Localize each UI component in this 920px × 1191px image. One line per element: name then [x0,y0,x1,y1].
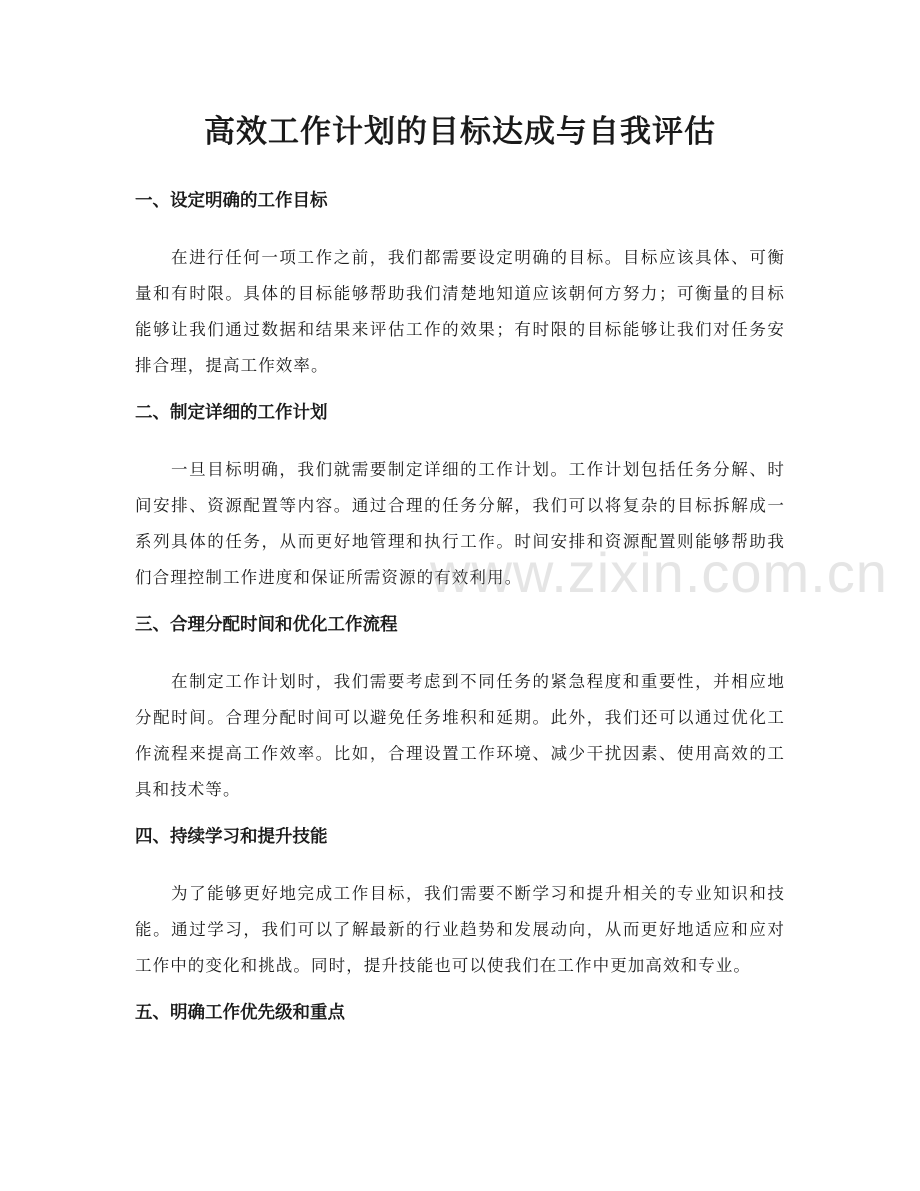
section-4 [135,824,785,1000]
section-5 [135,1000,785,1026]
section-heading: 五、明确工作优先级和重点 [135,1003,345,1023]
document-title: 高效工作计划的目标达成与自我评估 [204,114,716,150]
section-paragraph: 一旦目标明确，我们就需要制定详细的工作计划。工作计划包括任务分解、时间安排、资源配置等内容。通过合理的任务分解，我们可以将复杂的目标拆解成一系列具体的任务，从而更好地管理和执行工作。时间安排和资源配置则能够帮助我们合理控制工作进度和保证所需资源的有效利用。 [135,460,785,587]
document-body [135,188,785,1026]
section-1 [135,188,785,400]
section-paragraph: 为了能够更好地完成工作目标，我们需要不断学习和提升相关的专业知识和技能。通过学习，我们可以了解最新的行业趋势和发展动向，从而更好地适应和应对工作中的变化和挑战。同时，提升技能也可以使我们在工作中更加高效和专业。 [135,884,785,975]
section-2 [135,400,785,612]
section-heading: 一、设定明确的工作目标 [135,191,328,211]
section-heading: 三、合理分配时间和优化工作流程 [135,615,398,635]
section-3 [135,612,785,824]
section-paragraph: 在制定工作计划时，我们需要考虑到不同任务的紧急程度和重要性，并相应地分配时间。合理分配时间可以避免任务堆积和延期。此外，我们还可以通过优化工作流程来提高工作效率。比如，合理设置工作环境、减少干扰因素、使用高效的工具和技术等。 [135,672,785,799]
section-heading: 二、制定详细的工作计划 [135,403,328,423]
section-heading: 四、持续学习和提升技能 [135,827,328,847]
section-paragraph: 在进行任何一项工作之前，我们都需要设定明确的目标。目标应该具体、可衡量和有时限。具体的目标能够帮助我们清楚地知道应该朝何方努力；可衡量的目标能够让我们通过数据和结果来评估工作的效果；有时限的目标能够让我们对任务安排合理，提高工作效率。 [135,248,785,375]
watermark: www.zixin.com.cn [430,541,888,604]
